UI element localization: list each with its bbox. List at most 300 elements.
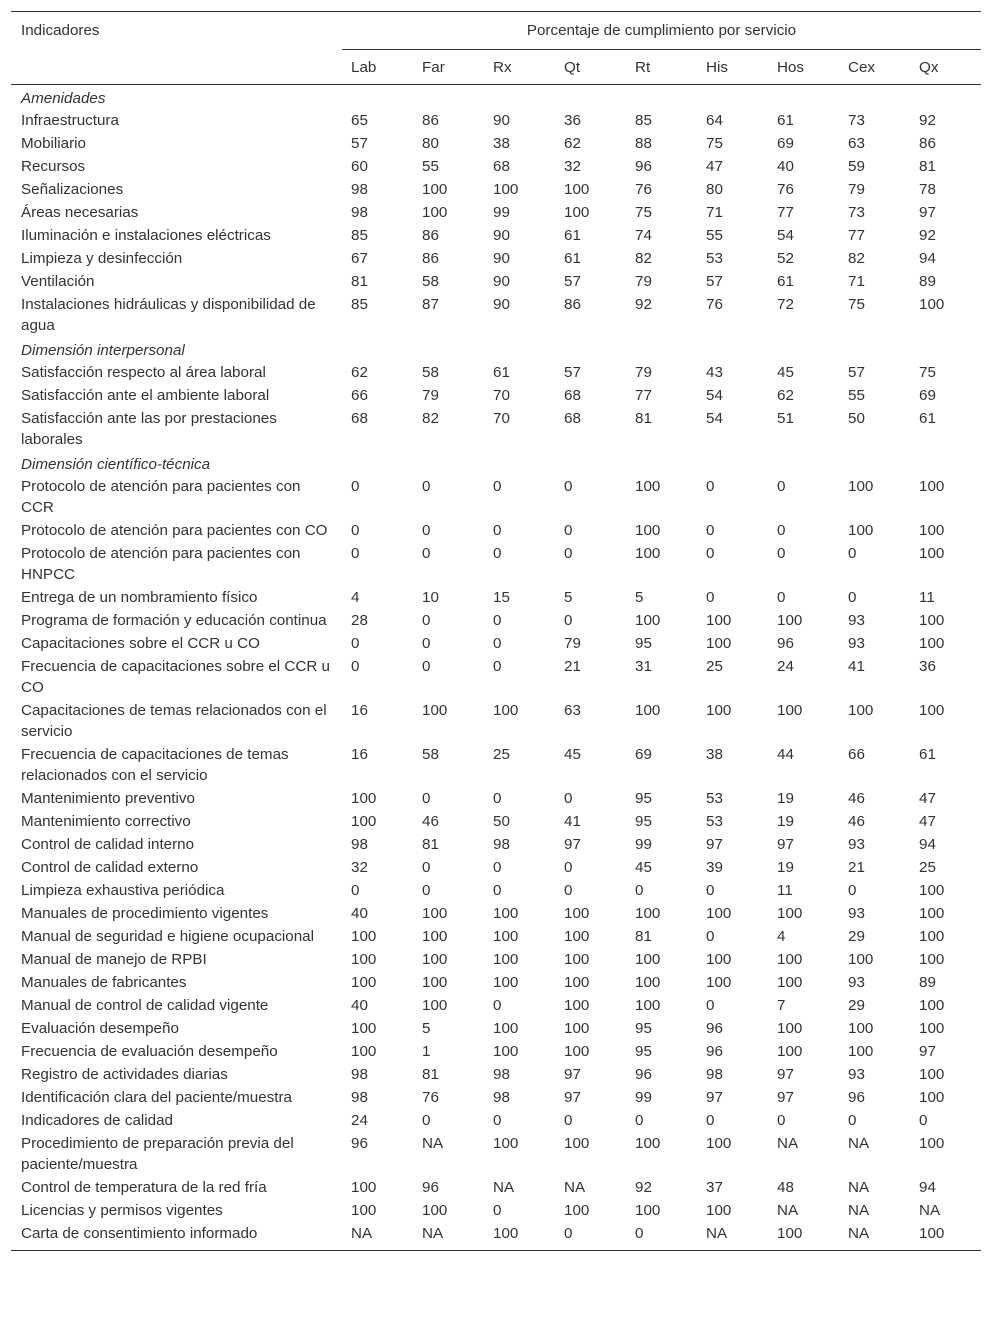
cell-rx: 90: [493, 273, 510, 290]
cell-lab: 96: [351, 1135, 368, 1152]
cell-cex: 0: [848, 589, 857, 606]
cell-far: 96: [422, 1179, 439, 1196]
cell-qx: 11: [919, 589, 935, 606]
table-row: [11, 833, 981, 856]
cell-his: 0: [706, 545, 715, 562]
cell-his: 37: [706, 1179, 723, 1196]
table-row: [11, 1086, 981, 1109]
cell-qt: NA: [564, 1179, 586, 1196]
cell-his: 0: [706, 997, 715, 1014]
cell-lab: 98: [351, 836, 368, 853]
cell-hos: 96: [777, 635, 794, 652]
cell-cex: 41: [848, 658, 865, 675]
cell-far: 58: [422, 273, 439, 290]
cell-rx: 0: [493, 522, 502, 539]
column-header-his: His: [697, 50, 768, 85]
cell-hos: 7: [777, 997, 786, 1014]
cell-qx: 92: [919, 227, 936, 244]
row-label: Licencias y permisos vigentes: [21, 1202, 223, 1219]
row-label: Infraestructura: [21, 112, 119, 129]
cell-rx: 100: [493, 1043, 519, 1060]
cell-qt: 100: [564, 928, 590, 945]
row-label: Limpieza y desinfección: [21, 250, 183, 267]
column-header-hos: Hos: [768, 50, 839, 85]
cell-lab: 4: [351, 589, 360, 606]
cell-hos: 54: [777, 227, 794, 244]
table-row: [11, 948, 981, 971]
cell-lab: 85: [351, 227, 368, 244]
cell-rt: 100: [635, 1135, 661, 1152]
row-label: Frecuencia de evaluación desempeño: [21, 1043, 278, 1060]
table-row: [11, 1109, 981, 1132]
cell-lab: 98: [351, 1066, 368, 1083]
cell-rt: 74: [635, 227, 652, 244]
row-label: Manual de seguridad e higiene ocupacional: [21, 928, 314, 945]
cell-his: 53: [706, 790, 723, 807]
table-row: [11, 609, 981, 632]
cell-hos: 97: [777, 1066, 794, 1083]
cell-lab: 68: [351, 410, 368, 427]
cell-far: 79: [422, 387, 439, 404]
cell-rt: 5: [635, 589, 644, 606]
cell-his: 96: [706, 1043, 723, 1060]
cell-qx: 100: [919, 522, 945, 539]
cell-hos: 0: [777, 1112, 786, 1129]
column-header-far: Far: [413, 50, 484, 85]
cell-rt: 0: [635, 1112, 644, 1129]
row-label: Control de calidad externo: [21, 859, 199, 876]
cell-qx: 100: [919, 1020, 945, 1037]
cell-lab: 100: [351, 928, 377, 945]
table-row: [11, 994, 981, 1017]
cell-hos: NA: [777, 1135, 799, 1152]
cell-hos: 0: [777, 589, 786, 606]
cell-cex: 29: [848, 997, 865, 1014]
cell-hos: 19: [777, 859, 794, 876]
cell-far: 1: [422, 1043, 431, 1060]
cell-rx: 98: [493, 836, 510, 853]
cell-hos: 100: [777, 1043, 803, 1060]
cell-rt: 100: [635, 997, 661, 1014]
cell-qt: 0: [564, 790, 573, 807]
cell-cex: 93: [848, 635, 865, 652]
cell-his: 76: [706, 296, 723, 313]
cell-rx: 100: [493, 181, 519, 198]
cell-qt: 61: [564, 250, 581, 267]
cell-lab: 100: [351, 1020, 377, 1037]
cell-rt: 79: [635, 273, 652, 290]
cell-hos: 100: [777, 612, 803, 629]
cell-rt: 100: [635, 1202, 661, 1219]
cell-hos: 100: [777, 1020, 803, 1037]
cell-cex: 73: [848, 204, 865, 221]
cell-hos: 76: [777, 181, 794, 198]
cell-qx: 100: [919, 1225, 945, 1242]
cell-far: 81: [422, 1066, 439, 1083]
cell-hos: 19: [777, 790, 794, 807]
cell-lab: 100: [351, 790, 377, 807]
cell-cex: 59: [848, 158, 865, 175]
column-header-rx: Rx: [484, 50, 555, 85]
cell-rx: 0: [493, 612, 502, 629]
cell-rt: 95: [635, 1043, 652, 1060]
table-row: [11, 293, 981, 337]
cell-rt: 95: [635, 813, 652, 830]
cell-rx: 100: [493, 928, 519, 945]
cell-far: 5: [422, 1020, 431, 1037]
cell-cex: 75: [848, 296, 865, 313]
cell-hos: 100: [777, 905, 803, 922]
cell-rx: 0: [493, 859, 502, 876]
cell-his: 57: [706, 273, 723, 290]
cell-his: 25: [706, 658, 723, 675]
cell-rx: 70: [493, 387, 510, 404]
row-label: Frecuencia de capacitaciones de temas relacionados con el servicio: [21, 746, 289, 784]
cell-qt: 100: [564, 905, 590, 922]
cell-rt: 45: [635, 859, 652, 876]
table-row: [11, 224, 981, 247]
table-body: [11, 85, 981, 1251]
row-label: Satisfacción respecto al área laboral: [21, 364, 266, 381]
row-label: Recursos: [21, 158, 86, 175]
cell-far: 0: [422, 859, 431, 876]
cell-qx: 25: [919, 859, 936, 876]
cell-hos: 100: [777, 951, 803, 968]
cell-lab: 0: [351, 478, 360, 495]
cell-his: 100: [706, 974, 732, 991]
cell-far: 58: [422, 746, 439, 763]
cell-his: 39: [706, 859, 723, 876]
cell-cex: 100: [848, 702, 874, 719]
cell-qx: 100: [919, 1135, 945, 1152]
cell-qt: 79: [564, 635, 581, 652]
cell-hos: 45: [777, 364, 794, 381]
table-row: [11, 270, 981, 293]
cell-his: 71: [706, 204, 723, 221]
table-header: [11, 12, 981, 85]
cell-qx: 47: [919, 790, 936, 807]
cell-qt: 97: [564, 1066, 581, 1083]
cell-rt: 92: [635, 296, 652, 313]
cell-qt: 0: [564, 1225, 573, 1242]
cell-lab: 65: [351, 112, 368, 129]
cell-his: 80: [706, 181, 723, 198]
cell-rx: 68: [493, 158, 510, 175]
table-row: [11, 1222, 981, 1251]
cell-hos: 100: [777, 1225, 803, 1242]
cell-qt: 100: [564, 974, 590, 991]
cell-his: 64: [706, 112, 723, 129]
cell-hos: 24: [777, 658, 794, 675]
cell-his: 100: [706, 951, 732, 968]
table-row: [11, 384, 981, 407]
table-row: [11, 1132, 981, 1176]
cell-far: 55: [422, 158, 439, 175]
cell-rt: 0: [635, 1225, 644, 1242]
cell-rt: 81: [635, 928, 652, 945]
cell-qt: 100: [564, 951, 590, 968]
cell-hos: 100: [777, 702, 803, 719]
row-label: Frecuencia de capacitaciones sobre el CCR u CO: [21, 658, 330, 696]
cell-far: 100: [422, 204, 448, 221]
cell-far: 0: [422, 658, 431, 675]
cell-qx: 75: [919, 364, 936, 381]
cell-lab: 28: [351, 612, 368, 629]
cell-his: 100: [706, 612, 732, 629]
table-row: [11, 743, 981, 787]
table-row: [11, 247, 981, 270]
cell-far: 100: [422, 1202, 448, 1219]
cell-qt: 57: [564, 364, 581, 381]
cell-cex: 50: [848, 410, 865, 427]
cell-his: 38: [706, 746, 723, 763]
cell-rx: 100: [493, 702, 519, 719]
cell-cex: 93: [848, 1066, 865, 1083]
cell-hos: 61: [777, 273, 794, 290]
cell-lab: 0: [351, 522, 360, 539]
cell-qx: 36: [919, 658, 936, 675]
cell-qt: 0: [564, 882, 573, 899]
cell-his: 0: [706, 928, 715, 945]
row-label: Áreas necesarias: [21, 204, 139, 221]
cell-rt: 96: [635, 1066, 652, 1083]
cell-rx: 90: [493, 112, 510, 129]
cell-cex: 57: [848, 364, 865, 381]
cell-rt: 96: [635, 158, 652, 175]
cell-rt: 76: [635, 181, 652, 198]
cell-hos: 72: [777, 296, 794, 313]
cell-qt: 97: [564, 1089, 581, 1106]
cell-qt: 32: [564, 158, 581, 175]
cell-qx: 69: [919, 387, 936, 404]
cell-far: 87: [422, 296, 439, 313]
cell-hos: 0: [777, 545, 786, 562]
column-header-cex: Cex: [839, 50, 910, 85]
row-label: Manual de manejo de RPBI: [21, 951, 207, 968]
cell-qt: 61: [564, 227, 581, 244]
row-label: Ventilación: [21, 273, 95, 290]
cell-rt: 95: [635, 790, 652, 807]
cell-far: 100: [422, 951, 448, 968]
cell-far: 86: [422, 250, 439, 267]
cell-qt: 68: [564, 410, 581, 427]
cell-qx: 100: [919, 1089, 945, 1106]
table-row: [11, 201, 981, 224]
cell-hos: 19: [777, 813, 794, 830]
cell-qx: 100: [919, 1066, 945, 1083]
cell-rt: 75: [635, 204, 652, 221]
row-label: Control de calidad interno: [21, 836, 195, 853]
table-row: [11, 407, 981, 451]
cell-rx: 0: [493, 1112, 502, 1129]
cell-hos: 4: [777, 928, 786, 945]
cell-far: 81: [422, 836, 439, 853]
table-row: [11, 632, 981, 655]
cell-hos: NA: [777, 1202, 799, 1219]
table-row: [11, 971, 981, 994]
cell-his: 0: [706, 589, 715, 606]
table-row: [11, 155, 981, 178]
cell-qx: 100: [919, 545, 945, 562]
cell-cex: 100: [848, 1020, 874, 1037]
cell-rx: 0: [493, 1202, 502, 1219]
cell-qx: 100: [919, 296, 945, 313]
cell-lab: 81: [351, 273, 368, 290]
cell-his: 53: [706, 250, 723, 267]
cell-lab: 0: [351, 658, 360, 675]
cell-far: 0: [422, 635, 431, 652]
row-label: Manuales de fabricantes: [21, 974, 187, 991]
cell-his: 97: [706, 836, 723, 853]
cell-cex: 0: [848, 545, 857, 562]
cell-far: 58: [422, 364, 439, 381]
cell-rt: 0: [635, 882, 644, 899]
cell-lab: 16: [351, 746, 368, 763]
cell-his: 100: [706, 905, 732, 922]
cell-his: 54: [706, 410, 723, 427]
cell-rt: 81: [635, 410, 652, 427]
cell-qx: 97: [919, 204, 936, 221]
cell-rx: 90: [493, 296, 510, 313]
cell-rt: 100: [635, 702, 661, 719]
cell-rt: 77: [635, 387, 652, 404]
cell-qx: 100: [919, 905, 945, 922]
cell-cex: 100: [848, 1043, 874, 1060]
cell-far: 0: [422, 612, 431, 629]
compliance-table: [11, 11, 981, 1251]
cell-cex: 79: [848, 181, 865, 198]
cell-rt: 31: [635, 658, 652, 675]
cell-qx: 100: [919, 928, 945, 945]
cell-lab: 62: [351, 364, 368, 381]
row-label: Satisfacción ante las por prestaciones laborales: [21, 410, 277, 448]
cell-lab: 24: [351, 1112, 368, 1129]
table-row: [11, 132, 981, 155]
row-label: Identificación clara del paciente/muestra: [21, 1089, 292, 1106]
cell-qx: 86: [919, 135, 936, 152]
cell-his: 0: [706, 522, 715, 539]
cell-rt: 79: [635, 364, 652, 381]
cell-rt: 99: [635, 1089, 652, 1106]
row-label: Protocolo de atención para pacientes con CO: [21, 522, 328, 539]
cell-qt: 5: [564, 589, 573, 606]
cell-rx: 15: [493, 589, 510, 606]
cell-hos: 11: [777, 882, 793, 899]
cell-rt: 92: [635, 1179, 652, 1196]
row-label: Mobiliario: [21, 135, 86, 152]
column-header-qt: Qt: [555, 50, 626, 85]
cell-far: 0: [422, 545, 431, 562]
cell-cex: NA: [848, 1179, 870, 1196]
cell-rx: 100: [493, 974, 519, 991]
cell-qx: 81: [919, 158, 936, 175]
table-row: [11, 586, 981, 609]
cell-hos: 61: [777, 112, 794, 129]
row-label: Limpieza exhaustiva periódica: [21, 882, 225, 899]
cell-lab: 100: [351, 951, 377, 968]
cell-qt: 45: [564, 746, 581, 763]
cell-qx: 61: [919, 410, 936, 427]
cell-cex: NA: [848, 1202, 870, 1219]
cell-qt: 62: [564, 135, 581, 152]
cell-qt: 41: [564, 813, 581, 830]
cell-his: 0: [706, 882, 715, 899]
table-row: [11, 361, 981, 384]
cell-qt: 0: [564, 612, 573, 629]
cell-qx: 61: [919, 746, 936, 763]
cell-qt: 0: [564, 1112, 573, 1129]
cell-cex: 66: [848, 746, 865, 763]
cell-cex: 93: [848, 905, 865, 922]
cell-rt: 100: [635, 478, 661, 495]
cell-qt: 36: [564, 112, 581, 129]
cell-cex: 93: [848, 836, 865, 853]
cell-far: 10: [422, 589, 439, 606]
table-row: [11, 1017, 981, 1040]
cell-qt: 86: [564, 296, 581, 313]
row-label: Procedimiento de preparación previa del paciente/muestra: [21, 1135, 294, 1173]
cell-lab: 60: [351, 158, 368, 175]
cell-cex: 100: [848, 522, 874, 539]
table-row: [11, 856, 981, 879]
cell-rx: 99: [493, 204, 510, 221]
cell-far: 100: [422, 928, 448, 945]
cell-his: 47: [706, 158, 723, 175]
cell-his: 75: [706, 135, 723, 152]
cell-far: NA: [422, 1225, 444, 1242]
cell-far: 0: [422, 478, 431, 495]
cell-his: 97: [706, 1089, 723, 1106]
row-label: Instalaciones hidráulicas y disponibilidad de agua: [21, 296, 316, 334]
table-row: [11, 787, 981, 810]
cell-rx: 0: [493, 790, 502, 807]
cell-far: 100: [422, 702, 448, 719]
section-title: Dimensión interpersonal: [21, 342, 185, 359]
cell-hos: 40: [777, 158, 794, 175]
table-row: [11, 109, 981, 132]
cell-qt: 21: [564, 658, 581, 675]
table-row: [11, 699, 981, 743]
cell-far: 0: [422, 1112, 431, 1129]
cell-rt: 100: [635, 522, 661, 539]
cell-qt: 100: [564, 1020, 590, 1037]
cell-far: NA: [422, 1135, 444, 1152]
cell-cex: 63: [848, 135, 865, 152]
cell-far: 0: [422, 522, 431, 539]
cell-rx: 25: [493, 746, 510, 763]
cell-cex: 100: [848, 951, 874, 968]
cell-qx: 100: [919, 882, 945, 899]
cell-rx: 90: [493, 227, 510, 244]
cell-lab: 0: [351, 635, 360, 652]
cell-cex: 93: [848, 974, 865, 991]
cell-rt: 100: [635, 905, 661, 922]
cell-rx: 90: [493, 250, 510, 267]
cell-cex: 55: [848, 387, 865, 404]
cell-rx: 0: [493, 478, 502, 495]
cell-qx: 92: [919, 112, 936, 129]
section-row: [11, 85, 981, 110]
section-title: Amenidades: [21, 90, 106, 107]
cell-far: 100: [422, 974, 448, 991]
cell-lab: 85: [351, 296, 368, 313]
cell-hos: 48: [777, 1179, 794, 1196]
cell-hos: 62: [777, 387, 794, 404]
cell-lab: 100: [351, 813, 377, 830]
cell-cex: 100: [848, 478, 874, 495]
cell-lab: 100: [351, 1043, 377, 1060]
cell-far: 86: [422, 112, 439, 129]
